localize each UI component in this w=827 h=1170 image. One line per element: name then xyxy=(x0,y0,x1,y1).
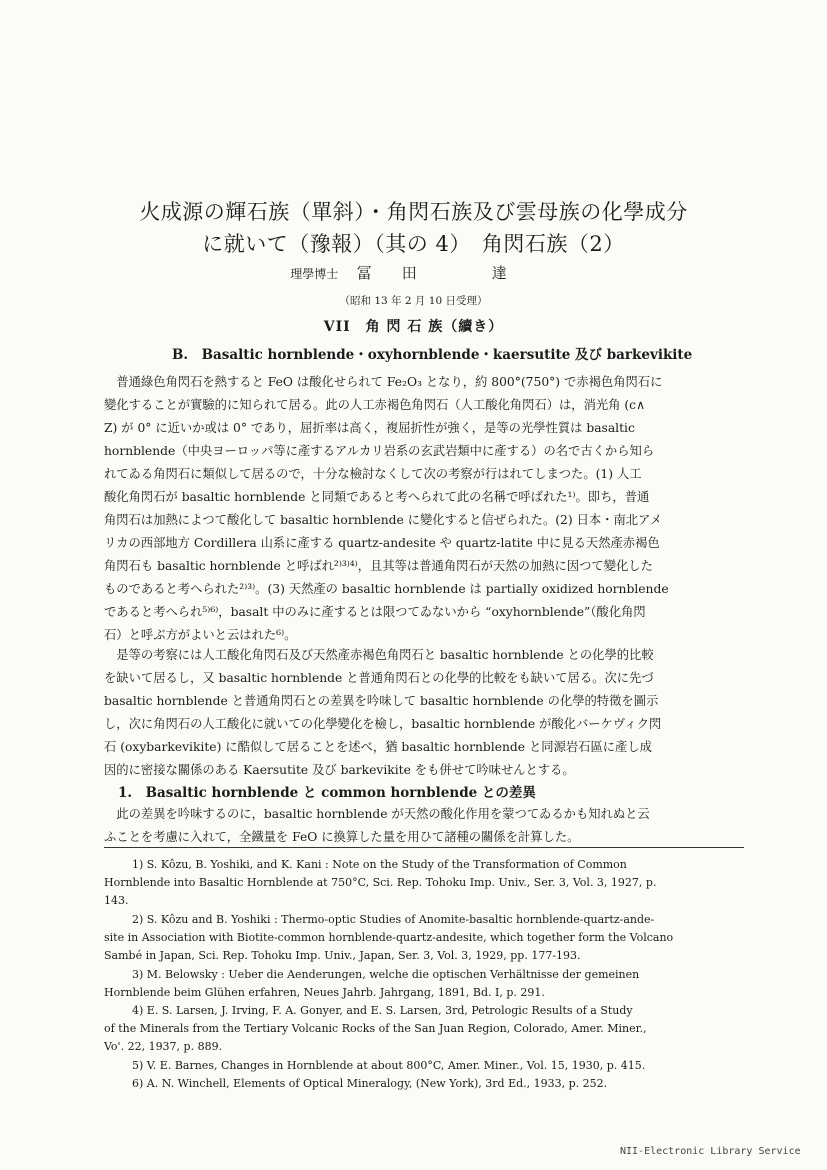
body-line: basaltic hornblende と普通角閃石との差異を吟味して basaltic hornblende の化學的特徵を圖示 xyxy=(104,694,659,708)
footnote-6: 6) A. N. Winchell, Elements of Optical Mineralogy, (New York), 3rd Ed., 1933, p. 252. xyxy=(132,1077,608,1090)
footnote-4: 4) E. S. Larsen, J. Irving, F. A. Gonyer, and E. S. Larsen, 3rd, Petrologic Results of a Study xyxy=(132,1004,633,1017)
body-line: を缺いて居るし，又 basaltic hornblende と普通角閃石との化學的比較をも缺いて居る。次に先づ xyxy=(104,671,654,685)
body-line: 酸化角閃石が basaltic hornblende と同類であると考へられて此の名稱で呼ばれた¹⁾。即ち，普通 xyxy=(104,490,650,504)
body-line: 是等の考察には人工酸化角閃石及び天然產赤褐色角閃石と basaltic hornblende との化學的比較 xyxy=(104,648,654,662)
received-date: （昭和 13 年 2 月 10 日受理） xyxy=(339,295,488,307)
footer-service-label: NII-Electronic Library Service xyxy=(620,1146,801,1157)
body-line: 變化することが實驗的に知られて居る。此の人工赤褐色角閃石（人工酸化角閃石）は，消光角 (c∧ xyxy=(104,398,646,412)
body-line: れてゐる角閃石に類似して居るので，十分な檢討なくして次の考察が行はれてしまつた。(1) 人工 xyxy=(104,467,642,481)
title-line-2: に就いて（豫報）（其の 4） 角閃石族（2） xyxy=(202,232,625,256)
footnote-3-cont: Hornblende beim Glühen erfahren, Neues Jahrb. Jahrgang, 1891, Bd. I, p. 291. xyxy=(104,986,545,999)
author xyxy=(0,262,827,283)
body-line: hornblende（中央ヨーロッパ等に產するアルカリ岩系の玄武岩類中に產する）の名で古くから知ら xyxy=(104,444,655,458)
footnote-5: 5) V. E. Barnes, Changes in Hornblende at about 800°C, Amer. Miner., Vol. 15, 1930, p. 415. xyxy=(132,1059,646,1072)
body-line: であると考へられ⁵⁾⁶⁾，basalt 中のみに產するとは限つてゐないから “oxyhornblende”（酸化角閃 xyxy=(104,605,646,619)
footnote-1-cont: 143. xyxy=(104,894,129,907)
body-line: 角閃石も basaltic hornblende と呼ばれ²⁾³⁾⁴⁾，且其等は普通角閃石が天然の加熱に因つて變化した xyxy=(104,559,653,573)
footnote-1-cont: Hornblende into Basaltic Hornblende at 750°C, Sci. Rep. Tohoku Imp. Univ., Ser. 3, Vol. 3, 1927, p. xyxy=(104,876,657,889)
author-title: 理學博士 xyxy=(290,267,339,281)
body-line: 因的に密接な關係のある Kaersutite 及び barkevikite をも併せて吟味せんとする。 xyxy=(104,763,575,777)
author-name: 冨田 達 xyxy=(356,264,537,282)
section-heading: VII 角 閃 石 族（續き） xyxy=(323,319,504,335)
footnote-4-cont: of the Minerals from the Tertiary Volcanic Rocks of the San Juan Region, Colorado, Amer. Miner., xyxy=(104,1022,647,1035)
body-line: ふことを考慮に入れて，全鐵量を FeO に換算した量を用ひて諸種の關係を計算した。 xyxy=(104,830,580,844)
footnote-2-cont: Sambé in Japan, Sci. Rep. Tohoku Imp. Univ., Japan, Ser. 3, Vol. 3, 1929, pp. 177-193. xyxy=(104,949,581,962)
body-line: Z) が 0° に近いか或は 0° であり，屈折率は高く，複屈折性が強く，是等の光學性質は basaltic xyxy=(104,421,635,435)
subheading-b: B. Basaltic hornblende・oxyhornblende・kaersutite 及び barkevikite xyxy=(172,347,693,363)
body-line: リカの西部地方 Cordillera 山系に產する quartz-andesite や quartz-latite 中に見る天然產赤褐色 xyxy=(104,536,660,550)
footnote-3: 3) M. Belowsky : Ueber die Aenderungen, welche die optischen Verhältnisse der gemeinen xyxy=(132,968,640,981)
footnote-rule xyxy=(104,847,744,848)
body-line: 此の差異を吟味するのに，basaltic hornblende が天然の酸化作用を蒙つてゐるかも知れぬと云 xyxy=(104,807,650,821)
footnote-2: 2) S. Kôzu and B. Yoshiki : Thermo-optic Studies of Anomite-basaltic hornblende-quartz-ande- xyxy=(132,913,655,926)
body-line: 角閃石は加熱によつて酸化して basaltic hornblende に變化すると信ぜられた。(2) 日本・南北アメ xyxy=(104,513,662,527)
title-line-1: 火成源の輝石族（單斜）・角閃石族及び雲母族の化學成分 xyxy=(139,200,688,224)
body-line: 石 (oxybarkevikite) に酷似して居ることを述べ，猶 basaltic hornblende と同源岩石區に產し成 xyxy=(104,740,652,754)
body-line: 普通綠色角閃石を熱すると FeO は酸化せられて Fe₂O₃ となり，約 800°(750°) で赤褐色角閃石に xyxy=(104,375,663,389)
body-line: ものであると考へられた²⁾³⁾。(3) 天然產の basaltic hornblende は partially oxidized hornblende xyxy=(104,582,669,596)
footnote-2-cont: site in Association with Biotite-common hornblende-quartz-andesite, which together form the Volcano xyxy=(104,931,674,944)
subsection-1-heading: 1. Basaltic hornblende と common hornblende との差異 xyxy=(118,785,536,801)
footnote-4-cont: Vo'. 22, 1937, p. 889. xyxy=(104,1040,223,1053)
body-line: 石）と呼ぶ方がよいと云はれた⁶⁾。 xyxy=(104,628,297,642)
body-line: し，次に角閃石の人工酸化に就いての化學變化を檢し，basaltic hornblende が酸化バーケヴィク閃 xyxy=(104,717,662,731)
footnote-1: 1) S. Kôzu, B. Yoshiki, and K. Kani : Note on the Study of the Transformation of Common xyxy=(132,858,627,871)
